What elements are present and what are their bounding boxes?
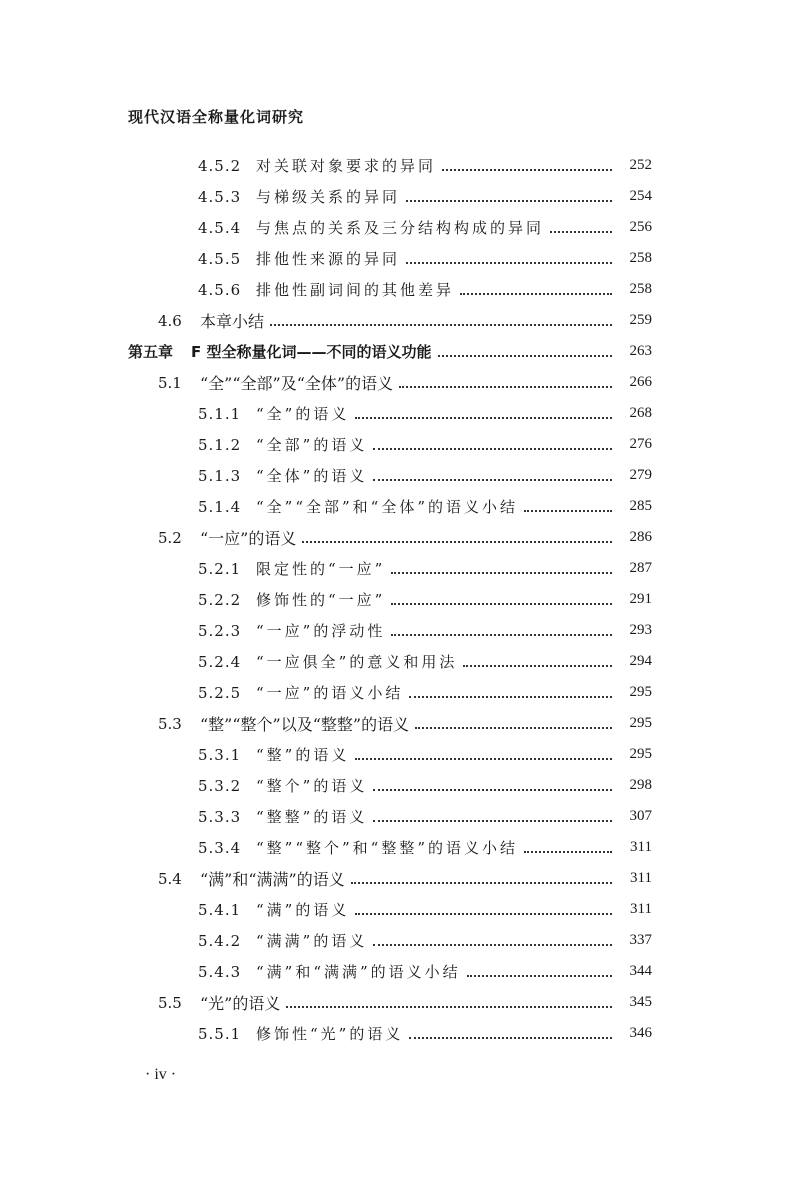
toc-entry-sub[interactable] <box>0 925 800 956</box>
toc-entry-page: 259 <box>629 312 652 328</box>
dot-leader <box>302 541 612 543</box>
dot-leader <box>391 603 612 605</box>
dot-leader <box>373 448 612 450</box>
dot-leader <box>355 913 612 915</box>
toc-entry-number: 5.1.3 <box>198 466 242 485</box>
toc-entry-title: “整”“整个”和“整整”的语义小结 <box>256 839 519 857</box>
dot-leader <box>286 1006 612 1008</box>
dot-leader <box>463 665 612 667</box>
toc-entry-page: 311 <box>630 901 652 917</box>
toc-entry-page: 266 <box>629 374 652 390</box>
toc-entry-title: “一应俱全”的意义和用法 <box>256 653 458 671</box>
toc-entry-title: 本章小结 <box>200 312 265 331</box>
dot-leader <box>406 262 612 264</box>
toc-entry-sub[interactable] <box>0 739 800 770</box>
toc-entry-number: 5.5.1 <box>198 1024 242 1043</box>
toc-entry-sub[interactable] <box>0 274 800 305</box>
toc-entry-title: 修饰性“光”的语义 <box>256 1025 404 1043</box>
dot-leader <box>355 417 612 419</box>
toc-entry-chapter[interactable] <box>0 336 800 367</box>
toc-entry-page: 291 <box>629 591 652 607</box>
toc-entry-sub[interactable] <box>0 398 800 429</box>
dot-leader <box>373 944 612 946</box>
dot-leader <box>391 634 612 636</box>
toc-entry-number: 5.1.4 <box>198 497 242 516</box>
toc-entry-title: “整”的语义 <box>256 746 350 764</box>
toc-entry-number: 第五章 <box>128 343 174 361</box>
page-number: · iv · <box>145 1066 177 1083</box>
toc-entry-sub[interactable] <box>0 584 800 615</box>
dot-leader <box>460 293 612 295</box>
toc-entry-page: 279 <box>629 467 652 483</box>
toc-entry-page: 258 <box>629 281 652 297</box>
toc-entry-number: 4.5.6 <box>198 280 242 299</box>
dot-leader <box>524 851 612 853</box>
toc-entry-title: “全”的语义 <box>256 405 350 423</box>
toc-entry-section[interactable] <box>0 305 800 336</box>
toc-entry-title: “一应”的浮动性 <box>256 622 386 640</box>
toc-entry-page: 307 <box>629 808 652 824</box>
toc-entry-page: 295 <box>629 715 652 731</box>
toc-entry-title: “满”和“满满”的语义 <box>200 870 345 889</box>
toc-entry-sub[interactable] <box>0 801 800 832</box>
toc-entry-sub[interactable] <box>0 615 800 646</box>
running-head: 现代汉语全称量化词研究 <box>128 108 305 126</box>
toc-entry-number: 5.3.1 <box>198 745 242 764</box>
toc-entry-page: 294 <box>629 653 652 669</box>
toc-entry-title: F 型全称量化词——不同的语义功能 <box>191 343 432 361</box>
toc-entry-page: 311 <box>630 839 652 855</box>
toc-entry-section[interactable] <box>0 367 800 398</box>
toc-entry-number: 5.5 <box>158 993 182 1012</box>
toc-entry-sub[interactable] <box>0 956 800 987</box>
toc-entry-title: “全体”的语义 <box>256 467 368 485</box>
toc-entry-title: “满”和“满满”的语义小结 <box>256 963 461 981</box>
toc-entry-number: 5.4.3 <box>198 962 242 981</box>
toc-entry-title: 与梯级关系的异同 <box>256 188 401 206</box>
toc-entry-title: “光”的语义 <box>200 994 281 1013</box>
toc-entry-number: 4.5.5 <box>198 249 242 268</box>
toc-entry-title: “整个”的语义 <box>256 777 368 795</box>
dot-leader <box>373 820 612 822</box>
toc-entry-sub[interactable] <box>0 553 800 584</box>
toc-entry-title: 修饰性的“一应” <box>256 591 386 609</box>
dot-leader <box>550 231 612 233</box>
toc-entry-title: “全”“全部”和“全体”的语义小结 <box>256 498 519 516</box>
toc-entry-sub[interactable] <box>0 181 800 212</box>
toc-entry-page: 286 <box>629 529 652 545</box>
toc-entry-page: 344 <box>629 963 652 979</box>
dot-leader <box>399 386 612 388</box>
toc-entry-number: 4.5.2 <box>198 156 242 175</box>
dot-leader <box>467 975 612 977</box>
toc-entry-page: 337 <box>629 932 652 948</box>
toc-entry-sub[interactable] <box>0 894 800 925</box>
toc-entry-sub[interactable] <box>0 150 800 181</box>
toc-entry-title: “满”的语义 <box>256 901 350 919</box>
toc-entry-section[interactable] <box>0 987 800 1018</box>
toc-entry-page: 276 <box>629 436 652 452</box>
toc-entry-number: 5.2.5 <box>198 683 242 702</box>
toc-entry-title: 对关联对象要求的异同 <box>256 157 437 175</box>
toc-entry-sub[interactable] <box>0 243 800 274</box>
toc-entry-number: 4.5.4 <box>198 218 242 237</box>
toc-entry-page: 268 <box>629 405 652 421</box>
toc-entry-number: 5.2 <box>158 528 182 547</box>
toc-entry-number: 5.2.3 <box>198 621 242 640</box>
toc-entry-sub[interactable] <box>0 832 800 863</box>
toc-entry-sub[interactable] <box>0 1018 800 1049</box>
toc-entry-page: 258 <box>629 250 652 266</box>
dot-leader <box>355 758 612 760</box>
toc-entry-number: 5.3 <box>158 714 182 733</box>
dot-leader <box>406 200 612 202</box>
toc-entry-number: 5.3.3 <box>198 807 242 826</box>
toc-entry-page: 345 <box>629 994 652 1010</box>
toc-entry-title: “整整”的语义 <box>256 808 368 826</box>
dot-leader <box>373 479 612 481</box>
toc-entry-sub[interactable] <box>0 429 800 460</box>
toc-entry-title: “整”“整个”以及“整整”的语义 <box>200 715 410 734</box>
toc-entry-number: 5.2.1 <box>198 559 242 578</box>
toc-entry-number: 5.2.4 <box>198 652 242 671</box>
toc-entry-page: 295 <box>629 684 652 700</box>
toc-entry-page: 263 <box>629 343 652 359</box>
dot-leader <box>391 572 612 574</box>
toc-entry-page: 346 <box>629 1025 652 1041</box>
dot-leader <box>409 1037 612 1039</box>
toc-entry-number: 5.1.2 <box>198 435 242 454</box>
toc-entry-sub[interactable] <box>0 491 800 522</box>
toc-entry-number: 5.4.2 <box>198 931 242 950</box>
toc-entry-number: 5.4.1 <box>198 900 242 919</box>
toc-entry-title: 与焦点的关系及三分结构构成的异同 <box>256 219 545 237</box>
dot-leader <box>415 727 612 729</box>
toc-entry-title: 限定性的“一应” <box>256 560 386 578</box>
toc-entry-title: 排他性副词间的其他差异 <box>256 281 455 299</box>
toc-entry-page: 252 <box>629 157 652 173</box>
toc-entry-title: “满满”的语义 <box>256 932 368 950</box>
toc-entry-page: 311 <box>630 870 652 886</box>
dot-leader <box>409 696 612 698</box>
toc-entry-number: 5.1 <box>158 373 182 392</box>
toc-entry-number: 5.3.2 <box>198 776 242 795</box>
toc-entry-page: 295 <box>629 746 652 762</box>
toc-entry-page: 293 <box>629 622 652 638</box>
toc-entry-title: “全”“全部”及“全体”的语义 <box>200 374 394 393</box>
toc-entry-page: 287 <box>629 560 652 576</box>
toc-entry-title: “全部”的语义 <box>256 436 368 454</box>
toc-entry-page: 254 <box>629 188 652 204</box>
toc-entry-section[interactable] <box>0 522 800 553</box>
toc-entry-sub[interactable] <box>0 677 800 708</box>
toc-entry-title: “一应”的语义 <box>200 529 297 548</box>
toc-entry-page: 298 <box>629 777 652 793</box>
toc-entry-title: “一应”的语义小结 <box>256 684 404 702</box>
toc-entry-section[interactable] <box>0 708 800 739</box>
toc-entry-page: 285 <box>629 498 652 514</box>
toc-entry-number: 5.2.2 <box>198 590 242 609</box>
table-of-contents <box>0 150 800 1049</box>
toc-entry-number: 5.4 <box>158 869 182 888</box>
dot-leader <box>351 882 612 884</box>
toc-entry-number: 4.5.3 <box>198 187 242 206</box>
toc-entry-sub[interactable] <box>0 212 800 243</box>
dot-leader <box>438 355 613 357</box>
dot-leader <box>524 510 612 512</box>
dot-leader <box>442 169 612 171</box>
toc-entry-sub[interactable] <box>0 770 800 801</box>
dot-leader <box>373 789 612 791</box>
toc-entry-number: 5.3.4 <box>198 838 242 857</box>
toc-entry-sub[interactable] <box>0 460 800 491</box>
toc-entry-page: 256 <box>629 219 652 235</box>
toc-entry-section[interactable] <box>0 863 800 894</box>
toc-entry-number: 4.6 <box>158 311 182 330</box>
toc-entry-number: 5.1.1 <box>198 404 242 423</box>
toc-entry-title: 排他性来源的异同 <box>256 250 401 268</box>
toc-entry-sub[interactable] <box>0 646 800 677</box>
dot-leader <box>270 324 612 326</box>
